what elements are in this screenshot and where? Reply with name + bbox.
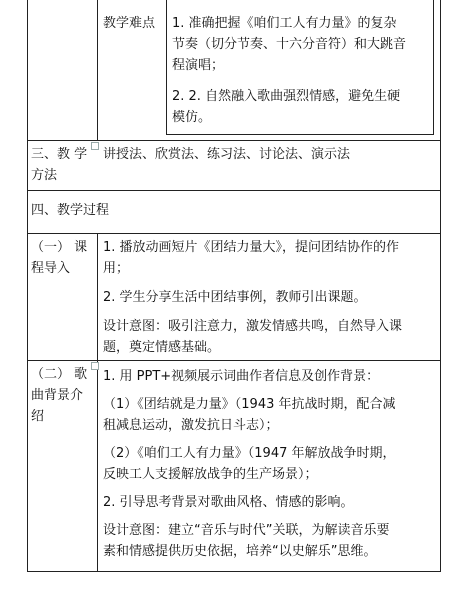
difficulty-line-5: 模仿。 xyxy=(172,110,212,125)
background-p1-line-1: 1. 用 PPT+视频展示词曲作者信息及创作背景： xyxy=(103,369,380,384)
column-divider xyxy=(97,233,98,572)
inner-column-divider xyxy=(433,0,434,134)
difficulty-line-4: 2. 2. 自然融入歌曲强烈情感，避免生硬 xyxy=(172,89,401,104)
difficulty-line-3: 程演唱； xyxy=(172,58,225,73)
background-p2-line-1: （1）《团结就是力量》（1943 年抗战时期，配合减 xyxy=(103,397,396,412)
background-label-line-3: 绍 xyxy=(31,409,45,424)
background-p2-line-2: 租减息运动，激发抗日斗志）； xyxy=(103,418,279,433)
methods-value: 讲授法、欣赏法、练习法、讨论法、演示法 xyxy=(103,147,351,162)
process-title: 四、教学过程 xyxy=(31,203,110,218)
background-p5-line-1: 设计意图：建立“音乐与时代”关联，为解读音乐要 xyxy=(103,523,390,538)
background-p4-line-1: 2. 引导思考背景对歌曲风格、情感的影响。 xyxy=(103,495,354,510)
inner-row-divider xyxy=(166,134,434,135)
background-p3-line-1: （2）《咱们工人有力量》（1947 年解放战争时期， xyxy=(103,446,396,461)
intro-label-line-2: 程导入 xyxy=(31,261,71,276)
row-divider xyxy=(27,360,441,361)
row-divider xyxy=(27,190,441,191)
intro-label-line-1: （一） 课 xyxy=(31,240,88,255)
intro-p3-line-2: 题，奠定情感基础。 xyxy=(103,340,221,355)
background-p3-line-2: 反映工人支援解放战争的生产场景）； xyxy=(103,467,318,482)
table-border-bottom xyxy=(27,571,441,572)
column-divider xyxy=(97,0,98,140)
table-move-handle-icon xyxy=(91,142,99,150)
table-move-handle-icon xyxy=(91,362,99,370)
background-label-line-1: （二） 歌 xyxy=(31,367,88,382)
difficulty-line-2: 节奏（切分节奏、十六分音符）和大跳音 xyxy=(172,37,407,52)
row-divider xyxy=(27,233,441,234)
background-label-line-2: 曲背景介 xyxy=(31,388,84,403)
methods-label-line-2: 方法 xyxy=(31,168,58,183)
intro-p1-line-1: 1. 播放动画短片《团结力量大》，提问团结协作的作 xyxy=(103,240,400,255)
intro-p3-line-1: 设计意图：吸引注意力，激发情感共鸣，自然导入课 xyxy=(103,319,403,334)
table-border-right xyxy=(440,0,441,572)
background-p5-line-2: 素和情感提供历史依据，培养“以史解乐”思维。 xyxy=(103,544,377,559)
row-divider xyxy=(27,140,441,141)
intro-p2-line-1: 2. 学生分享生活中团结事例，教师引出课题。 xyxy=(103,290,367,305)
difficulty-label: 教学难点 xyxy=(103,16,156,31)
inner-column-divider xyxy=(166,0,167,134)
intro-p1-line-2: 用； xyxy=(103,261,130,276)
difficulty-line-1: 1. 准确把握《咱们工人有力量》的复杂 xyxy=(172,16,397,31)
table-border-left xyxy=(27,0,28,572)
methods-label-line-1: 三、教 学 xyxy=(31,147,88,162)
